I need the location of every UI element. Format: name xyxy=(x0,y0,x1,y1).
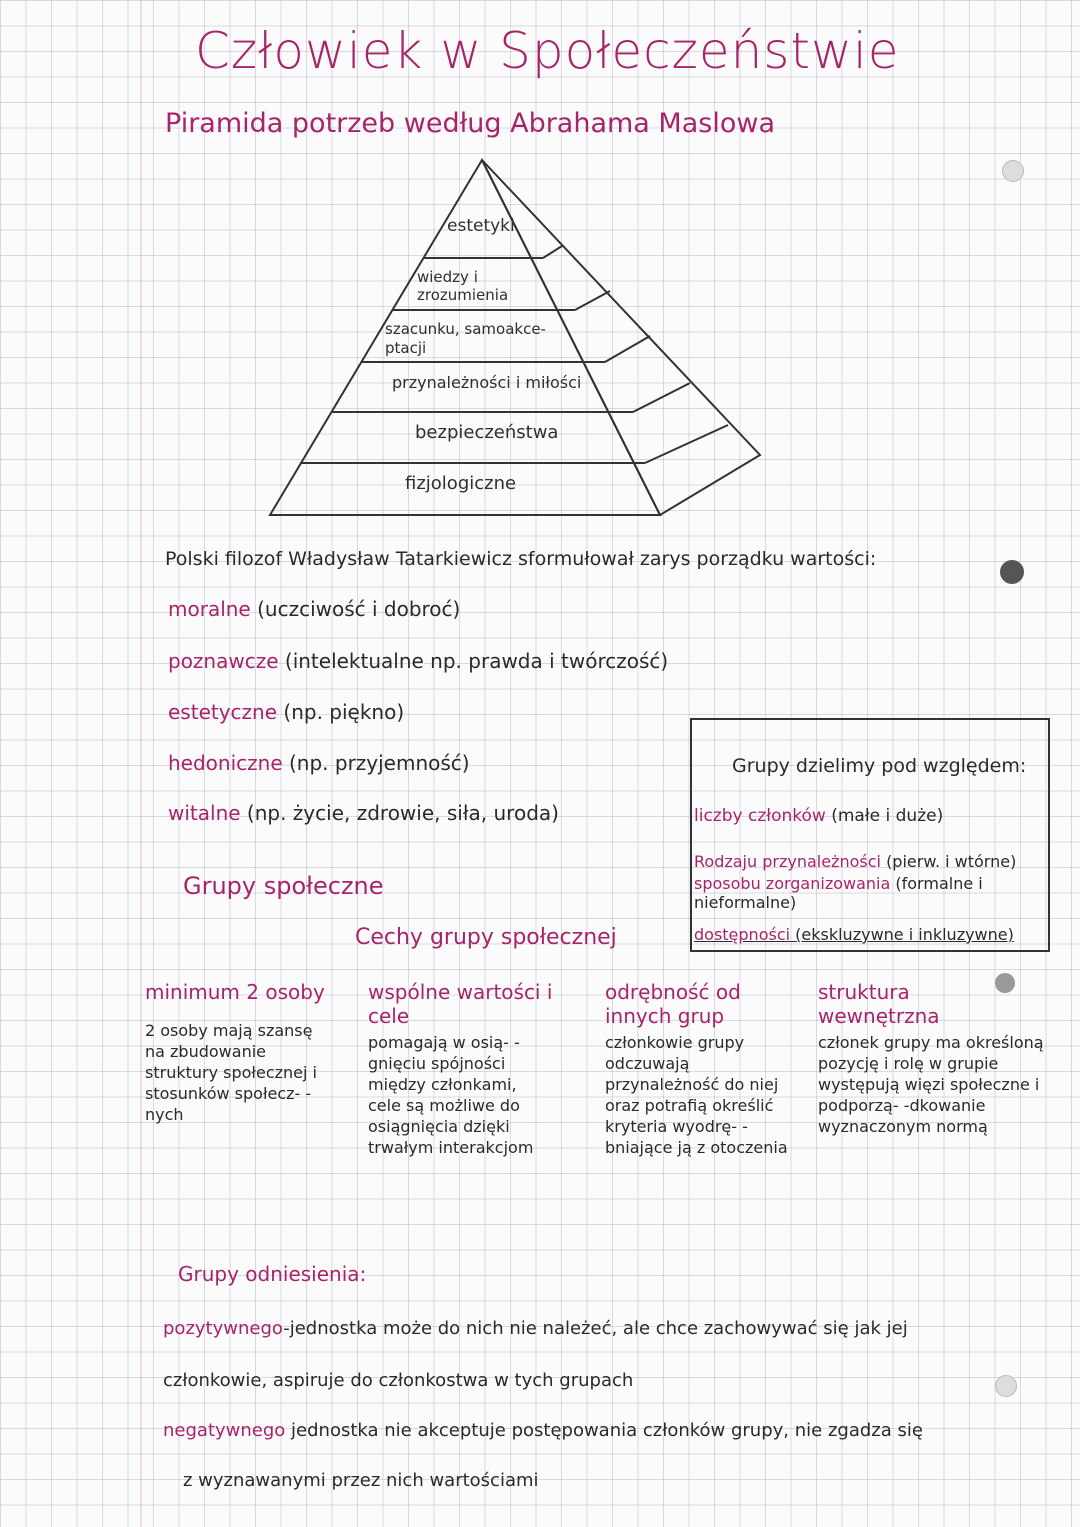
value-desc: (intelektualne np. prawda i twórczość) xyxy=(284,649,669,673)
value-term: moralne xyxy=(168,597,251,621)
value-desc: (np. piękno) xyxy=(283,700,405,724)
value-item xyxy=(168,801,559,825)
groups-box-term: dostępności xyxy=(694,925,791,944)
value-item xyxy=(168,700,404,724)
value-desc: (uczciwość i dobroć) xyxy=(257,597,461,621)
binder-hole xyxy=(995,973,1015,993)
reference-text: jednostka nie akceptuje postępowania członków grupy, nie zgadza się xyxy=(291,1420,923,1441)
feature-column-text: członkowie grupy odczuwają przynależność do niej oraz potrafią określić kryteria wyodrę- -bniające ją z otoczenia xyxy=(605,1033,788,1157)
binder-hole xyxy=(995,1375,1017,1397)
feature-column xyxy=(145,980,335,1125)
feature-column-head: odrębność od innych grup xyxy=(605,980,741,1028)
tatarkiewicz-intro: Polski filozof Władysław Tatarkiewicz sformułował zarys porządku wartości: xyxy=(165,548,877,570)
groups-box-item xyxy=(694,925,1014,944)
reference-term: negatywnego xyxy=(163,1420,286,1441)
value-term: estetyczne xyxy=(168,700,278,724)
features-heading: Cechy grupy społecznej xyxy=(355,925,617,950)
reference-term: pozytywnego xyxy=(163,1318,284,1339)
pyramid-level-label: estetyki xyxy=(447,216,515,236)
groups-box-term: Rodzaju przynależności xyxy=(694,852,881,871)
groups-box-desc: (ekskluzywne i inkluzywne) xyxy=(795,925,1014,944)
feature-column xyxy=(605,980,790,1158)
groups-box-title: Grupy dzielimy pod względem: xyxy=(732,755,1027,777)
reference-text: z wyznawanymi przez nich wartościami xyxy=(183,1470,539,1491)
feature-column-text: członek grupy ma określoną pozycję i rolę w grupie występują więzi społeczne i podporzą- -dkowanie wyznaczonym normą xyxy=(818,1033,1044,1136)
reference-text: członkowie, aspiruje do członkostwa w tych grupach xyxy=(163,1370,634,1391)
reference-item-line xyxy=(163,1420,923,1441)
page-subtitle: Piramida potrzeb według Abrahama Maslowa xyxy=(165,108,775,139)
groups-box-item xyxy=(694,806,943,826)
pyramid-level-label: szacunku, samoakce-ptacji xyxy=(385,320,546,357)
pyramid-level-label: fizjologiczne xyxy=(405,473,517,494)
groups-box-desc: (formalne i nieformalne) xyxy=(694,874,983,912)
binder-hole xyxy=(1002,160,1024,182)
value-term: poznawcze xyxy=(168,649,279,673)
feature-column-head: wspólne wartości i cele xyxy=(368,980,553,1028)
reference-item-line xyxy=(163,1318,908,1339)
value-item xyxy=(168,597,460,621)
reference-groups-heading: Grupy odniesienia: xyxy=(178,1262,367,1286)
groups-box-item xyxy=(694,852,1016,871)
pyramid-level-label: przynależności i miłości xyxy=(392,373,582,392)
value-term: hedoniczne xyxy=(168,751,283,775)
binder-hole xyxy=(1000,560,1024,584)
feature-column-text: pomagają w osią- -gnięciu spójności między członkami, cele są możliwe do osiągnięcia dzięki trwałym interakcjom xyxy=(368,1033,534,1157)
groups-division-box xyxy=(690,718,1050,952)
groups-box-term: sposobu zorganizowania xyxy=(694,874,891,893)
pyramid-level-label: wiedzy i zrozumienia xyxy=(417,268,509,304)
value-term: witalne xyxy=(168,801,241,825)
groups-box-desc: (małe i duże) xyxy=(831,806,944,826)
feature-column-head: minimum 2 osoby xyxy=(145,980,325,1004)
groups-box-term: liczby członków xyxy=(694,806,826,826)
feature-column-text: 2 osoby mają szansę na zbudowanie struktury społecznej i stosunków społecz- -nych xyxy=(145,1021,317,1124)
feature-column xyxy=(818,980,1058,1137)
page-title: Człowiek w Społeczeństwie xyxy=(195,22,900,80)
pyramid-level-label: bezpieczeństwa xyxy=(415,422,559,443)
feature-column xyxy=(368,980,553,1158)
groups-box-item xyxy=(694,874,1046,912)
social-groups-heading: Grupy społeczne xyxy=(183,872,384,900)
value-desc: (np. życie, zdrowie, siła, uroda) xyxy=(246,801,559,825)
value-desc: (np. przyjemność) xyxy=(288,751,470,775)
groups-box-desc: (pierw. i wtórne) xyxy=(886,852,1017,871)
value-item xyxy=(168,751,470,775)
reference-text: -jednostka może do nich nie należeć, ale chce zachowywać się jak jej xyxy=(283,1318,908,1339)
value-item xyxy=(168,649,668,673)
feature-column-head: struktura wewnętrzna xyxy=(818,980,940,1028)
